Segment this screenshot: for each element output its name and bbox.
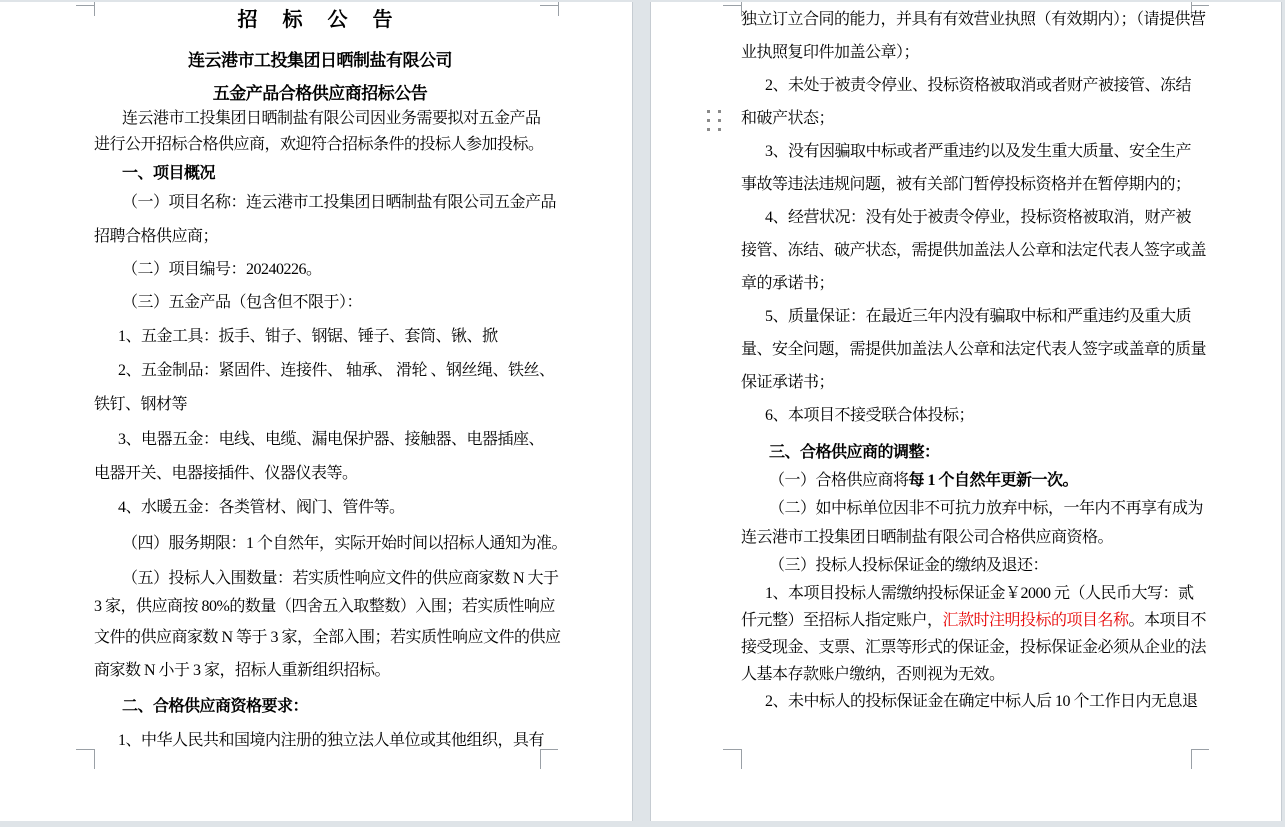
text-line xyxy=(94,361,570,381)
text-segment: （五）投标人入围数量：若实质性响应文件的供应商家数 N 大于 xyxy=(122,570,559,587)
text-line xyxy=(94,135,546,155)
text-segment: 6、本项目不接受联合体投标； xyxy=(765,407,975,424)
text-segment: 2、五金制品：紧固件、连接件、 轴承、 滑轮 、钢丝绳、铁丝、 xyxy=(118,362,555,379)
text-line xyxy=(741,307,1217,327)
text-line xyxy=(741,692,1217,712)
text-line xyxy=(94,697,574,717)
text-line xyxy=(94,395,546,415)
text-line xyxy=(94,84,546,104)
text-line xyxy=(741,241,1207,261)
text-line xyxy=(94,109,574,129)
text-line xyxy=(94,464,546,484)
text-line xyxy=(94,430,570,450)
text-segment: 接受现金、支票、汇票等形式的保证金，投标保证金必须从企业的法 xyxy=(741,639,1207,656)
text-line xyxy=(94,10,546,30)
drag-dot xyxy=(707,119,710,122)
text-segment: 连云港市工投集团日晒制盐有限公司合格供应商资格。 xyxy=(741,529,1114,546)
text-line xyxy=(741,10,1206,30)
text-segment: 4、水暖五金：各类管材、阀门、管件等。 xyxy=(118,499,405,516)
text-line xyxy=(94,661,546,681)
text-segment: 。本项目不 xyxy=(1128,612,1207,629)
text-segment: 3 家，供应商按 80%的数量（四舍五入取整数）入围；若实质性响应 xyxy=(94,598,555,615)
text-line xyxy=(741,109,1193,129)
text-line xyxy=(741,611,1207,631)
text-segment: 招聘合格供应商； xyxy=(94,228,219,245)
page-1 xyxy=(0,2,633,821)
margin-mark-top-right-tick xyxy=(558,2,559,16)
text-segment: 连云港市工投集团日晒制盐有限公司因业务需要拟对五金产品 xyxy=(122,110,541,127)
text-segment: 汇款时注明投标的项目名称 xyxy=(942,612,1129,629)
text-segment: （四）服务期限：1 个自然年，实际开始时间以招标人通知为准。 xyxy=(122,535,568,552)
text-segment: 五金产品合格供应商招标公告 xyxy=(212,84,428,103)
text-line xyxy=(741,43,1193,63)
text-line xyxy=(741,665,1193,685)
text-segment: 仟元整）至招标人指定账户， xyxy=(741,612,943,629)
text-line xyxy=(94,327,570,347)
text-segment: 人基本存款账户缴纳，否则视为无效。 xyxy=(741,666,1005,683)
page-2 xyxy=(650,2,1282,821)
text-segment: （一）项目名称：连云港市工投集团日晒制盐有限公司五金产品 xyxy=(122,194,557,211)
margin-mark-top-right xyxy=(1191,5,1209,6)
text-segment: 电器开关、电器接插件、仪器仪表等。 xyxy=(94,465,358,482)
text-segment: 事故等违法违规问题，被有关部门暂停投标资格并在暂停期内的； xyxy=(741,176,1191,193)
page-1-text xyxy=(94,2,568,821)
drag-dot xyxy=(707,128,710,131)
text-line xyxy=(741,340,1207,360)
text-line xyxy=(94,498,570,518)
text-segment: 1、中华人民共和国境内注册的独立法人单位或其他组织，具有 xyxy=(118,732,545,749)
text-line xyxy=(94,731,570,751)
text-line xyxy=(741,142,1217,162)
margin-mark-bottom-left xyxy=(723,749,741,750)
text-segment: （三）五金产品（包含但不限于）： xyxy=(122,294,363,311)
text-line xyxy=(94,227,546,247)
text-segment: 业执照复印件加盖公章）； xyxy=(741,44,920,61)
text-segment: 每 1 个自然年更新一次。 xyxy=(908,472,1079,489)
drag-dot xyxy=(707,110,710,113)
text-line xyxy=(94,51,546,71)
margin-mark-bottom-right xyxy=(1191,749,1209,750)
text-segment: （三）投标人投标保证金的缴纳及退还： xyxy=(769,557,1049,574)
text-segment: 3、没有因骗取中标或者严重违约以及发生重大质量、安全生产 xyxy=(765,143,1192,160)
text-line xyxy=(94,293,574,313)
text-segment: 连云港市工投集团日晒制盐有限公司 xyxy=(188,51,452,70)
text-segment: 独立订立合同的能力，并具有有效营业执照（有效期内）；（请提供营 xyxy=(741,11,1206,28)
text-segment: 三、合格供应商的调整： xyxy=(769,444,940,461)
text-line xyxy=(741,373,1193,393)
text-line xyxy=(741,274,1193,294)
text-segment: 商家数 N 小于 3 家，招标人重新组织招标。 xyxy=(94,662,391,679)
text-segment: 5、质量保证：在最近三年内没有骗取中标和严重违约及重大质 xyxy=(765,308,1192,325)
text-segment: 4、经营状况：没有处于被责令停业，投标资格被取消，财产被 xyxy=(765,209,1192,226)
text-line xyxy=(94,164,574,184)
text-line xyxy=(741,528,1193,548)
drag-dot xyxy=(718,128,721,131)
text-segment: 量、安全问题，需提供加盖法人公章和法定代表人签字或盖章的质量 xyxy=(741,341,1207,358)
text-segment: （二）项目编号：20240226。 xyxy=(122,261,322,278)
text-segment: 1、五金工具：扳手、钳子、钢锯、锤子、套筒、锹、掀 xyxy=(118,328,498,345)
text-line xyxy=(741,406,1217,426)
text-segment: 保证承诺书； xyxy=(741,374,835,391)
text-line xyxy=(741,175,1193,195)
text-line xyxy=(741,471,1221,491)
text-segment: 2、未中标人的投标保证金在确定中标人后 10 个工作日内无息退 xyxy=(765,693,1198,710)
text-line xyxy=(741,76,1217,96)
text-segment: （一）合格供应商将 xyxy=(769,472,909,489)
text-segment: 二、合格供应商资格要求： xyxy=(122,698,309,715)
text-segment: 和破产状态； xyxy=(741,110,835,127)
margin-mark-top-left xyxy=(723,5,741,6)
text-line xyxy=(741,584,1217,604)
text-segment: 进行公开招标合格供应商，欢迎符合招标条件的投标人参加投标。 xyxy=(94,136,544,153)
margin-mark-bottom-left xyxy=(76,749,94,750)
text-line xyxy=(741,638,1207,658)
text-line xyxy=(94,260,574,280)
text-line xyxy=(741,556,1221,576)
margin-mark-top-left xyxy=(76,5,94,6)
text-line xyxy=(94,569,574,589)
drag-dot xyxy=(718,110,721,113)
text-line xyxy=(94,597,555,617)
text-line xyxy=(94,534,574,554)
paragraph-drag-handle-icon[interactable] xyxy=(707,110,723,131)
text-line xyxy=(741,443,1221,463)
text-segment: 铁钉、钢材等 xyxy=(94,396,188,413)
text-line xyxy=(741,208,1217,228)
text-segment: 2、未处于被责令停业、投标资格被取消或者财产被接管、冻结 xyxy=(765,77,1192,94)
text-line xyxy=(94,193,574,213)
text-segment: 3、电器五金：电线、电缆、漏电保护器、接触器、电器插座、 xyxy=(118,431,545,448)
text-line xyxy=(94,628,561,648)
text-line xyxy=(741,499,1221,519)
page-2-text xyxy=(741,2,1207,821)
text-segment: 接管、冻结、破产状态，需提供加盖法人公章和法定代表人签字或盖 xyxy=(741,242,1207,259)
text-segment: 章的承诺书； xyxy=(741,275,835,292)
text-segment: 一、项目概况 xyxy=(122,165,216,182)
text-segment: 招 标 公 告 xyxy=(237,9,403,31)
drag-dot xyxy=(718,119,721,122)
text-segment: 1、本项目投标人需缴纳投标保证金￥2000 元（人民币大写：贰 xyxy=(765,585,1194,602)
text-segment: （二）如中标单位因非不可抗力放弃中标，一年内不再享有成为 xyxy=(769,500,1204,517)
text-segment: 文件的供应商家数 N 等于 3 家，全部入围；若实质性响应文件的供应 xyxy=(94,629,561,646)
